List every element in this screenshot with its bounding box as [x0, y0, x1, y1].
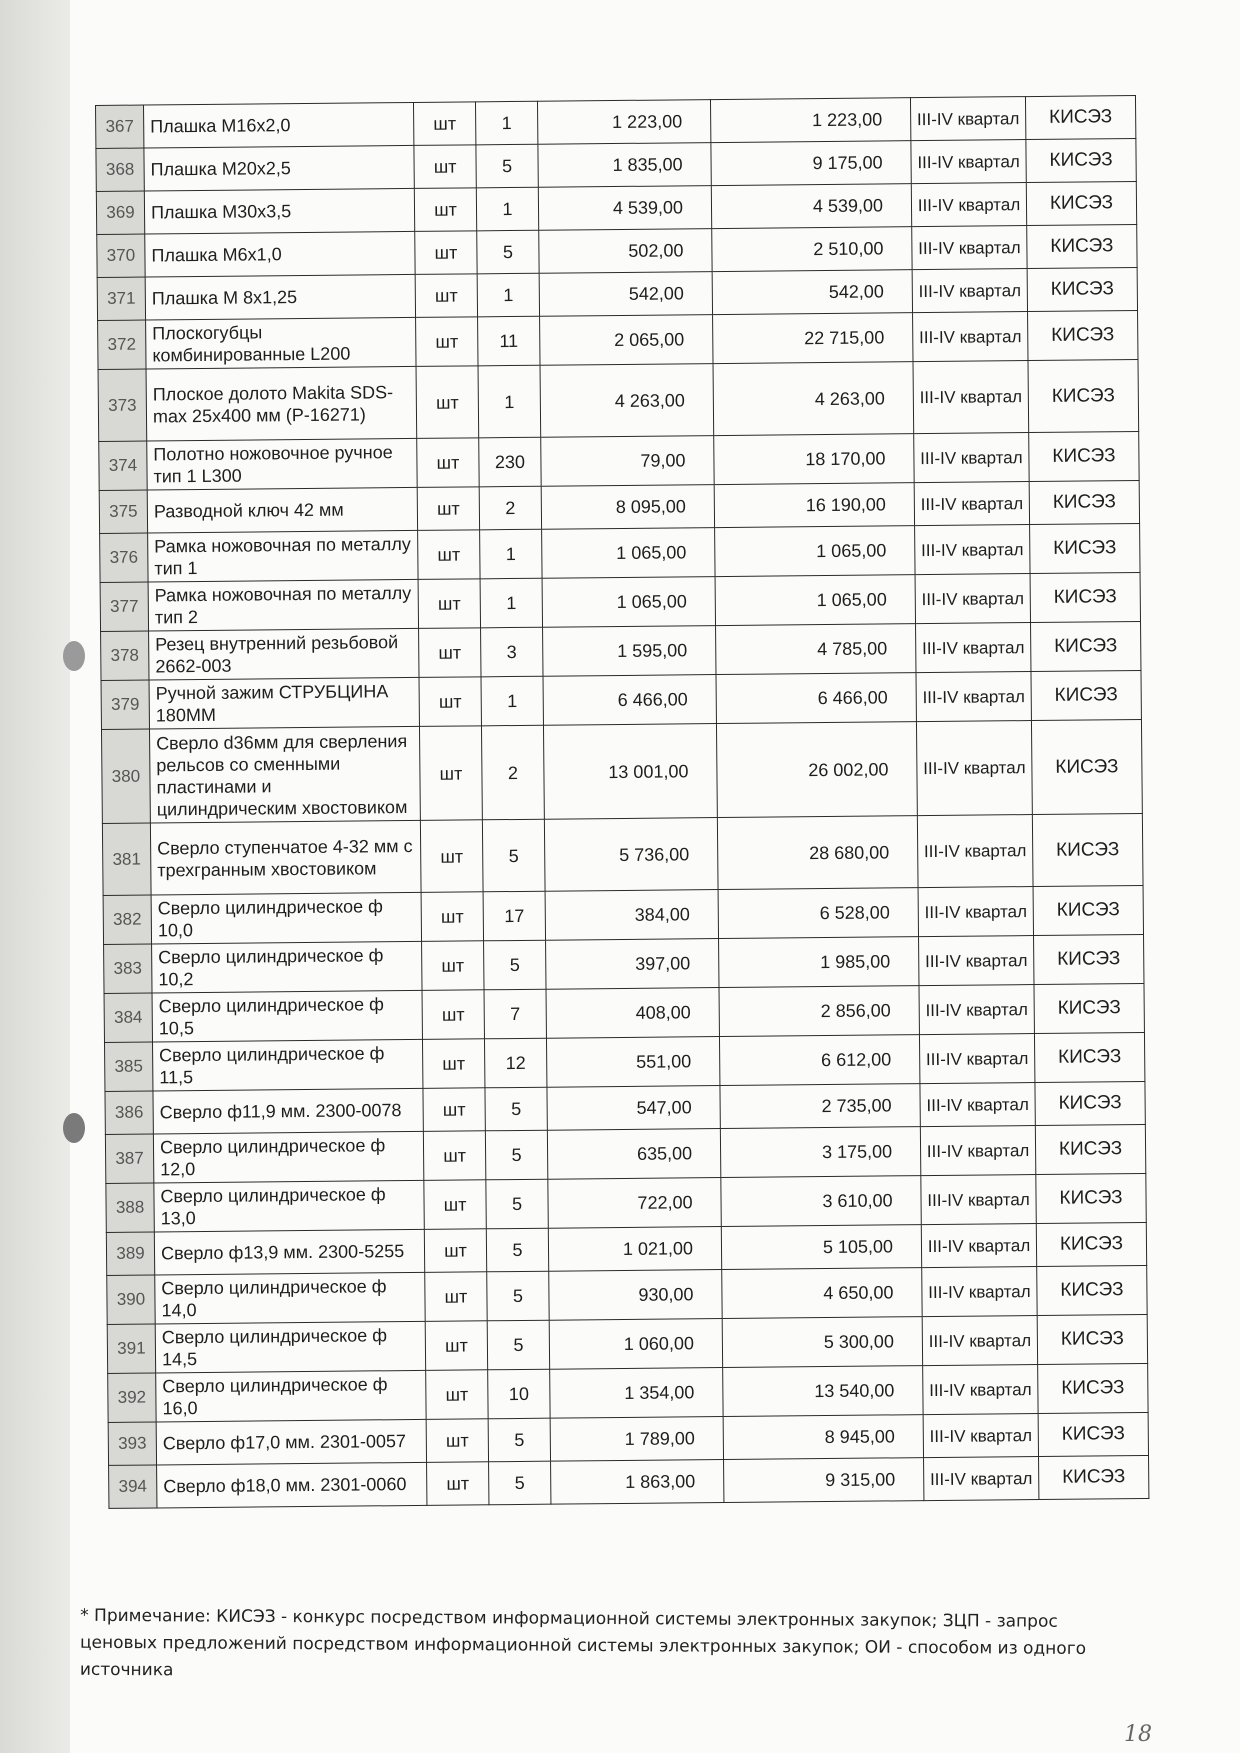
cell-unit: шт	[413, 102, 475, 146]
cell-price: 1 835,00	[538, 143, 711, 188]
cell-qty: 10	[488, 1369, 550, 1419]
cell-num: 388	[106, 1183, 154, 1232]
cell-price: 1 595,00	[543, 626, 716, 677]
cell-price: 5 736,00	[544, 818, 718, 892]
cell-method: КИСЭЗ	[1036, 1173, 1146, 1223]
cell-price: 13 001,00	[543, 724, 717, 820]
cell-price: 635,00	[547, 1129, 720, 1180]
cell-price: 408,00	[546, 988, 719, 1039]
cell-price: 6 466,00	[543, 675, 716, 726]
cell-name: Сверло цилиндрическое ф 12,0	[153, 1131, 423, 1183]
cell-method: КИСЭЗ	[1031, 670, 1141, 720]
cell-unit: шт	[416, 366, 479, 439]
cell-name: Плоское долото Makita SDS-max 25x400 мм (P-16271)	[146, 366, 417, 441]
cell-num: 376	[100, 533, 148, 582]
cell-period: III-IV квартал	[918, 887, 1033, 937]
cell-num: 387	[105, 1134, 153, 1183]
cell-name: Ручной зажим СТРУБЦИНА 180ММ	[149, 677, 419, 729]
cell-num: 368	[96, 148, 144, 191]
cell-period: III-IV квартал	[924, 1457, 1039, 1501]
cell-qty: 1	[476, 187, 538, 231]
cell-qty: 1	[481, 676, 543, 726]
cell-method: КИСЭЗ	[1034, 1032, 1144, 1082]
cell-price: 502,00	[539, 229, 712, 274]
cell-method: КИСЭЗ	[1028, 311, 1138, 361]
cell-name: Сверло цилиндрическое ф 10,2	[152, 941, 422, 993]
cell-unit: шт	[427, 1462, 489, 1506]
cell-method: КИСЭЗ	[1034, 934, 1144, 984]
cell-price: 384,00	[545, 890, 718, 941]
cell-method: КИСЭЗ	[1033, 885, 1143, 935]
cell-qty: 230	[479, 437, 541, 487]
cell-period: III-IV квартал	[915, 574, 1030, 624]
cell-qty: 12	[484, 1038, 546, 1088]
cell-unit: шт	[416, 317, 478, 367]
cell-price: 1 065,00	[542, 528, 715, 579]
cell-unit: шт	[424, 1229, 486, 1273]
cell-period: III-IV квартал	[914, 433, 1029, 483]
cell-name: Плашка М16х2,0	[144, 102, 414, 148]
cell-total: 3 175,00	[720, 1127, 920, 1178]
cell-name: Сверло цилиндрическое ф 14,0	[155, 1272, 425, 1324]
cell-name: Плашка М20х2,5	[144, 145, 414, 191]
cell-method: КИСЭЗ	[1034, 983, 1144, 1033]
cell-total: 16 190,00	[714, 483, 914, 528]
cell-name: Сверло цилиндрическое ф 16,0	[156, 1370, 426, 1422]
cell-total: 1 065,00	[715, 575, 915, 626]
cell-total: 4 785,00	[716, 624, 916, 675]
cell-price: 1 223,00	[537, 100, 710, 145]
cell-unit: шт	[418, 530, 480, 580]
cell-name: Сверло цилиндрическое ф 10,0	[151, 892, 421, 944]
cell-period: III-IV квартал	[922, 1316, 1037, 1366]
cell-unit: шт	[419, 726, 482, 821]
cell-price: 1 060,00	[549, 1319, 722, 1370]
cell-name: Сверло цилиндрическое ф 11,5	[152, 1039, 422, 1091]
cell-period: III-IV квартал	[921, 1224, 1036, 1268]
cell-total: 4 650,00	[722, 1268, 922, 1319]
cell-unit: шт	[417, 438, 479, 488]
cell-name: Плоскогубцы комбинированные L200	[146, 317, 416, 369]
cell-price: 1 354,00	[550, 1368, 723, 1419]
cell-period: III-IV квартал	[919, 985, 1034, 1035]
cell-qty: 17	[483, 891, 545, 941]
cell-total: 5 105,00	[721, 1225, 921, 1270]
cell-total: 9 175,00	[711, 141, 911, 186]
cell-total: 6 612,00	[719, 1035, 919, 1086]
cell-total: 4 263,00	[713, 362, 914, 436]
cell-method: КИСЭЗ	[1031, 621, 1141, 671]
cell-method: КИСЭЗ	[1032, 813, 1143, 886]
cell-qty: 5	[484, 940, 546, 990]
cell-num: 385	[104, 1042, 152, 1091]
cell-name: Сверло цилиндрическое ф 14,5	[155, 1321, 425, 1373]
cell-unit: шт	[419, 628, 481, 678]
cell-num: 391	[107, 1324, 155, 1373]
cell-total: 2 510,00	[712, 227, 912, 272]
cell-period: III-IV квартал	[916, 672, 1031, 722]
cell-unit: шт	[422, 1039, 484, 1089]
cell-price: 397,00	[546, 939, 719, 990]
cell-qty: 5	[485, 1130, 547, 1180]
cell-total: 1 065,00	[715, 526, 915, 577]
cell-qty: 3	[481, 627, 543, 677]
cell-price: 4 263,00	[540, 364, 714, 438]
cell-total: 26 002,00	[716, 722, 917, 818]
cell-num: 373	[98, 369, 147, 441]
cell-method: КИСЭЗ	[1026, 182, 1136, 226]
cell-total: 6 528,00	[718, 888, 918, 939]
cell-num: 386	[105, 1091, 153, 1134]
cell-method: КИСЭЗ	[1029, 480, 1139, 524]
cell-num: 383	[104, 944, 152, 993]
cell-unit: шт	[423, 1088, 485, 1132]
cell-unit: шт	[415, 231, 477, 275]
cell-num: 374	[99, 441, 147, 490]
cell-period: III-IV квартал	[916, 721, 1032, 816]
cell-period: III-IV квартал	[923, 1414, 1038, 1458]
cell-unit: шт	[419, 677, 481, 727]
cell-num: 389	[106, 1232, 154, 1275]
cell-price: 551,00	[546, 1037, 719, 1088]
cell-qty: 5	[487, 1271, 549, 1321]
cell-num: 380	[101, 729, 150, 823]
cell-price: 542,00	[539, 272, 712, 317]
cell-period: III-IV квартал	[920, 1126, 1035, 1176]
punch-hole-icon	[63, 641, 85, 671]
cell-total: 1 985,00	[719, 937, 919, 988]
cell-name: Разводной ключ 42 мм	[147, 487, 417, 533]
cell-name: Плашка М 8х1,25	[145, 274, 415, 320]
cell-qty: 5	[485, 1087, 547, 1131]
cell-total: 5 300,00	[722, 1317, 922, 1368]
cell-unit: шт	[414, 188, 476, 232]
cell-method: КИСЭЗ	[1037, 1265, 1147, 1315]
table-row	[98, 359, 1139, 441]
cell-method: КИСЭЗ	[1031, 719, 1142, 814]
cell-name: Сверло цилиндрическое ф 10,5	[152, 990, 422, 1042]
cell-unit: шт	[420, 820, 483, 893]
cell-total: 9 315,00	[724, 1458, 924, 1503]
cell-price: 4 539,00	[538, 186, 711, 231]
cell-price: 547,00	[547, 1086, 720, 1131]
cell-name: Плашка М30х3,5	[144, 188, 414, 234]
cell-name: Полотно ножовочное ручное тип 1 L300	[147, 438, 417, 490]
cell-total: 1 223,00	[710, 98, 910, 143]
cell-qty: 1	[480, 529, 542, 579]
cell-price: 1 863,00	[551, 1460, 724, 1505]
cell-num: 369	[96, 191, 144, 234]
cell-unit: шт	[421, 892, 483, 942]
cell-period: III-IV квартал	[919, 1034, 1034, 1084]
cell-num: 382	[103, 895, 151, 944]
cell-price: 722,00	[548, 1178, 721, 1229]
cell-qty: 7	[484, 989, 546, 1039]
cell-method: КИСЭЗ	[1039, 1455, 1149, 1499]
cell-unit: шт	[424, 1180, 486, 1230]
cell-method: КИСЭЗ	[1030, 572, 1140, 622]
cell-num: 379	[101, 680, 149, 729]
cell-total: 8 945,00	[723, 1415, 923, 1460]
footnote: * Примечание: КИСЭЗ - конкурс посредством информационной системы электронных закупок; ЗЦП - запрос ценовых предложений посредством информационной системы электронных закупок; ОИ - способом из одного источника	[79, 1605, 1087, 1681]
cell-method: КИСЭЗ	[1038, 1412, 1148, 1456]
table-row	[101, 719, 1142, 823]
cell-num: 375	[99, 490, 147, 533]
cell-total: 18 170,00	[714, 434, 914, 485]
cell-qty: 5	[477, 230, 539, 274]
cell-qty: 5	[487, 1320, 549, 1370]
cell-method: КИСЭЗ	[1025, 96, 1135, 140]
cell-unit: шт	[426, 1370, 488, 1420]
cell-qty: 5	[489, 1461, 551, 1505]
cell-price: 1 789,00	[550, 1417, 723, 1462]
cell-method: КИСЭЗ	[1027, 268, 1137, 312]
cell-period: III-IV квартал	[911, 140, 1026, 184]
cell-method: КИСЭЗ	[1038, 1363, 1148, 1413]
cell-num: 381	[102, 823, 151, 895]
cell-period: III-IV квартал	[919, 936, 1034, 986]
cell-qty: 5	[476, 144, 538, 188]
cell-period: III-IV квартал	[912, 226, 1027, 270]
cell-num: 371	[97, 277, 145, 320]
cell-unit: шт	[414, 145, 476, 189]
cell-unit: шт	[422, 990, 484, 1040]
cell-qty: 5	[486, 1228, 548, 1272]
cell-period: III-IV квартал	[916, 623, 1031, 673]
cell-total: 2 735,00	[720, 1084, 920, 1129]
punch-hole-icon	[63, 1113, 85, 1143]
cell-period: III-IV квартал	[911, 183, 1026, 227]
cell-period: III-IV квартал	[920, 1083, 1035, 1127]
cell-period: III-IV квартал	[913, 312, 1028, 362]
cell-qty: 5	[482, 819, 545, 892]
cell-name: Рамка ножовочная по металлу тип 1	[148, 530, 418, 582]
cell-name: Плашка М6х1,0	[145, 231, 415, 277]
cell-period: III-IV квартал	[917, 815, 1033, 888]
cell-total: 6 466,00	[716, 673, 916, 724]
cell-unit: шт	[426, 1419, 488, 1463]
cell-period: III-IV квартал	[913, 361, 1029, 434]
cell-period: III-IV квартал	[923, 1365, 1038, 1415]
cell-price: 1 021,00	[548, 1227, 721, 1272]
cell-name: Сверло ф17,0 мм. 2301-0057	[156, 1419, 426, 1465]
table-row	[102, 813, 1143, 895]
cell-name: Сверло ф18,0 мм. 2301-0060	[157, 1462, 427, 1508]
cell-method: КИСЭЗ	[1029, 431, 1139, 481]
cell-qty: 1	[480, 578, 542, 628]
cell-qty: 2	[479, 486, 541, 530]
cell-num: 394	[109, 1465, 157, 1508]
cell-total: 3 610,00	[721, 1176, 921, 1227]
cell-method: КИСЭЗ	[1028, 359, 1139, 432]
cell-total: 542,00	[712, 270, 912, 315]
cell-unit: шт	[425, 1272, 487, 1322]
cell-unit: шт	[418, 579, 480, 629]
cell-period: III-IV квартал	[915, 525, 1030, 575]
cell-unit: шт	[417, 487, 479, 531]
cell-qty: 1	[475, 101, 537, 145]
cell-price: 1 065,00	[542, 577, 715, 628]
cell-name: Сверло ф11,9 мм. 2300-0078	[153, 1088, 423, 1134]
cell-price: 2 065,00	[540, 315, 713, 366]
cell-qty: 5	[486, 1179, 548, 1229]
cell-qty: 11	[478, 316, 540, 366]
cell-price: 79,00	[541, 436, 714, 487]
cell-name: Сверло d36мм для сверления рельсов со сменными пластинами и цилиндрическим хвостовиком	[149, 726, 420, 823]
procurement-table-wrapper	[95, 95, 1148, 1509]
cell-method: КИСЭЗ	[1037, 1314, 1147, 1364]
cell-name: Сверло ф13,9 мм. 2300-5255	[154, 1229, 424, 1275]
cell-name: Рамка ножовочная по металлу тип 2	[148, 579, 418, 631]
cell-total: 28 680,00	[717, 816, 918, 890]
cell-method: КИСЭЗ	[1035, 1081, 1145, 1125]
cell-qty: 1	[478, 365, 541, 438]
cell-total: 13 540,00	[723, 1366, 923, 1417]
cell-method: КИСЭЗ	[1030, 523, 1140, 573]
cell-num: 370	[97, 234, 145, 277]
cell-method: КИСЭЗ	[1035, 1124, 1145, 1174]
cell-method: КИСЭЗ	[1036, 1222, 1146, 1266]
cell-unit: шт	[422, 941, 484, 991]
cell-period: III-IV квартал	[914, 482, 1029, 526]
cell-method: КИСЭЗ	[1026, 139, 1136, 183]
table-body	[96, 96, 1149, 1509]
cell-unit: шт	[415, 274, 477, 318]
cell-price: 8 095,00	[541, 485, 714, 530]
cell-num: 372	[98, 320, 146, 369]
cell-total: 4 539,00	[711, 184, 911, 229]
procurement-table	[95, 95, 1149, 1509]
cell-num: 377	[100, 582, 148, 631]
cell-qty: 5	[488, 1418, 550, 1462]
cell-unit: шт	[423, 1131, 485, 1181]
cell-period: III-IV квартал	[922, 1267, 1037, 1317]
cell-total: 22 715,00	[713, 313, 913, 364]
cell-name: Сверло ступенчатое 4-32 мм с трехгранным хвостовиком	[150, 820, 421, 895]
cell-price: 930,00	[549, 1270, 722, 1321]
cell-qty: 1	[477, 273, 539, 317]
cell-num: 367	[96, 105, 144, 148]
cell-num: 378	[101, 631, 149, 680]
cell-num: 392	[108, 1373, 156, 1422]
cell-qty: 2	[481, 725, 544, 820]
cell-name: Резец внутренний резьбовой 2662-003	[149, 628, 419, 680]
cell-name: Сверло цилиндрическое ф 13,0	[154, 1180, 424, 1232]
cell-period: III-IV квартал	[921, 1175, 1036, 1225]
cell-period: III-IV квартал	[912, 269, 1027, 313]
cell-method: КИСЭЗ	[1027, 225, 1137, 269]
cell-num: 384	[104, 993, 152, 1042]
cell-period: III-IV квартал	[910, 97, 1025, 141]
cell-num: 390	[107, 1275, 155, 1324]
cell-total: 2 856,00	[719, 986, 919, 1037]
cell-unit: шт	[425, 1321, 487, 1371]
page-number: 18	[1124, 1722, 1152, 1747]
cell-num: 393	[108, 1422, 156, 1465]
